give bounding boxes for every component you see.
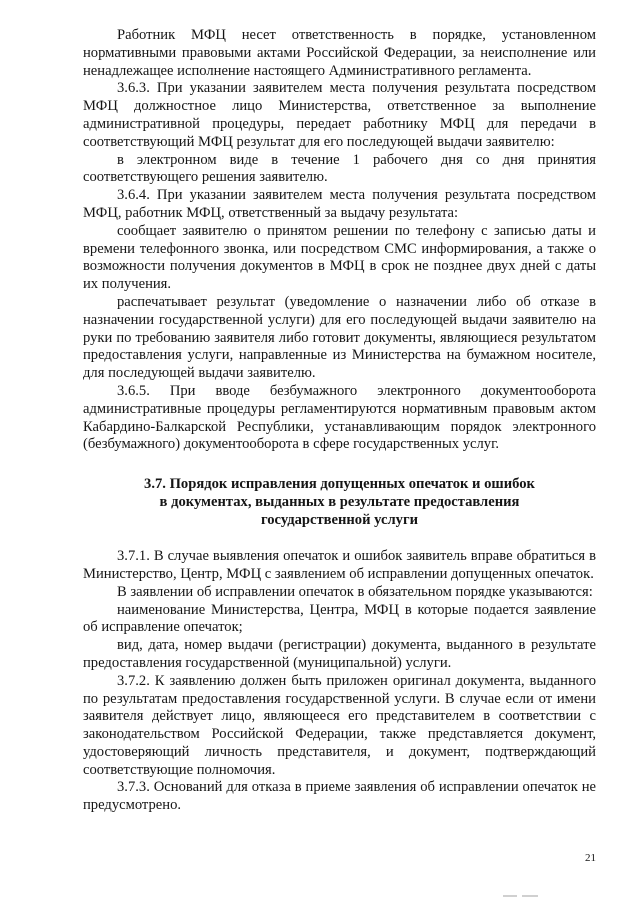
paragraph-3-7-3: 3.7.3. Оснований для отказа в приеме заявления об исправлении опечаток не предусмотрено. — [83, 779, 596, 814]
heading-line: в документах, выданных в результате предоставления — [159, 494, 520, 511]
body-text-top — [83, 27, 596, 454]
heading-line: государственной услуги — [260, 512, 419, 529]
paragraph-3-6-3: 3.6.3. При указании заявителем места получения результата посредством МФЦ должностное лицо Министерства, ответственное за выполнение административной процедуры, передает работнику МФЦ для передачи в соответствующий МФЦ результат для его последующей выдачи заявителю: — [83, 80, 596, 150]
section-heading-3-7 — [83, 475, 596, 529]
body-text-bottom — [83, 548, 596, 815]
paragraph: вид, дата, номер выдачи (регистрации) документа, выданного в результате предоставления государственной (муниципальной) услуги. — [83, 637, 596, 671]
paragraph: В заявлении об исправлении опечаток в обязательном порядке указываются: — [117, 583, 593, 600]
paragraph: Работник МФЦ несет ответственность в порядке, установленном нормативными правовыми актами Российской Федерации, за неисполнение или ненадлежащее исполнение настоящего Административного регламента. — [83, 27, 596, 79]
scan-artifact — [522, 895, 538, 897]
paragraph-3-7-2: 3.7.2. К заявлению должен быть приложен оригинал документа, выданного по результатам предоставления государственной услуги. В случае если от имени заявителя действует лицо, являющееся его представителем в соответствии с законодательством Российской Федерации, также представляется документ, удостоверяющий личность представителя, и документ, подтверждающий соответствующие полномочия. — [83, 672, 596, 778]
paragraph-3-7-1: 3.7.1. В случае выявления опечаток и ошибок заявитель вправе обратиться в Министерство, Центр, МФЦ с заявлением об исправлении допущенных опечаток. — [83, 548, 596, 582]
paragraph-3-6-5: 3.6.5. При вводе безбумажного электронного документооборота административные процедуры регламентируются нормативным правовым актом Кабардино-Балкарской Республики, устанавливающим порядок электронного (безбумажного) документооборота в сфере государственных услуг. — [83, 382, 596, 453]
paragraph: наименование Министерства, Центра, МФЦ в которые подается заявление об исправление опечаток; — [83, 601, 596, 636]
paragraph: распечатывает результат (уведомление о назначении либо об отказе в назначении государственной услуги) для его последующей выдачи заявителю на руки по требованию заявителя либо готовит документы, являющиеся результатом предоставления услуги, направленные из Министерства на бумажном носителе, для последующей выдачи заявителю. — [83, 293, 596, 382]
paragraph: сообщает заявителю о принятом решении по телефону с записью даты и времени телефонного звонка, или посредством СМС информирования, а также о возможности получения документов в МФЦ в срок не позднее двух дней с даты их получения. — [83, 222, 596, 293]
scan-artifact — [503, 895, 517, 897]
paragraph-3-6-4: 3.6.4. При указании заявителем места получения результата посредством МФЦ, работник МФЦ, ответственный за выдачу результата: — [83, 187, 596, 221]
page-number: 21 — [585, 852, 596, 864]
heading-line: 3.7. Порядок исправления допущенных опечаток и ошибок — [144, 476, 535, 493]
paragraph: в электронном виде в течение 1 рабочего дня со дня принятия соответствующего решения заявителю. — [83, 151, 596, 186]
